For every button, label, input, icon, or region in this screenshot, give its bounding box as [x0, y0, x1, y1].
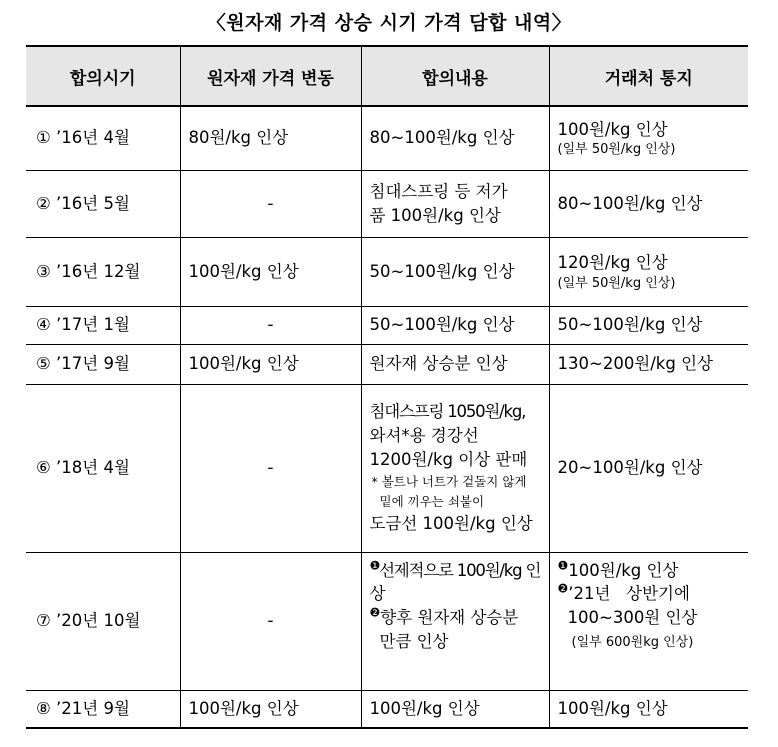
table-row [26, 170, 748, 237]
cell-change: 100원/kg 인상 [180, 237, 361, 306]
cell-change: 80원/kg 인상 [180, 106, 361, 170]
bullet-one-icon: ❶ [369, 558, 380, 572]
cell-content [361, 384, 549, 552]
cell-period: ⑦ ’20년 10월 [26, 552, 180, 690]
cell-change: 100원/kg 인상 [180, 344, 361, 384]
header-row [26, 46, 748, 106]
content-line: 와셔*용 경강선 [369, 426, 479, 446]
cell-notice: 130~200원/kg 인상 [549, 344, 748, 384]
content-line: 도금선 100원/kg 인상 [369, 513, 533, 533]
cell-content: 100원/kg 인상 [361, 690, 549, 728]
cell-notice [549, 552, 748, 690]
bullet-one-icon: ❶ [557, 558, 569, 572]
document-title: 〈원자재 가격 상승 시기 가격 담합 내역〉 [206, 12, 572, 34]
cell-notice [549, 237, 748, 306]
bullet-line [370, 559, 545, 607]
bullet-text: 향후 원자재 상승분 [380, 608, 519, 628]
cell-content: 원자재 상승분 인상 [361, 344, 549, 384]
cell-change: - [180, 384, 361, 552]
cell-period: ⑧ ’21년 9월 [26, 690, 180, 728]
bullet-text: ’21년 상반기에 [568, 584, 690, 604]
content-line: 침대스프링 1050원/kg, [369, 402, 526, 422]
bullet-continuation: 100~300원 인상 [567, 608, 698, 628]
header-notice: 거래처 통지 [549, 46, 748, 106]
cell-period: ⑤ ’17년 9월 [26, 344, 180, 384]
table-row [26, 344, 748, 384]
cell-content [361, 552, 549, 690]
table-row [26, 237, 748, 306]
cell-notice: 80~100원/kg 인상 [549, 170, 748, 237]
cell-content: 50~100원/kg 인상 [361, 306, 549, 344]
footnote-line: * 볼트나 너트가 겉돌지 않게 [371, 473, 527, 489]
bullet-line [558, 559, 745, 583]
notice-line: 100원/kg 인상 [557, 119, 668, 139]
notice-sub: (일부 50원/kg 인상) [557, 142, 676, 158]
cell-period: ⑥ ’18년 4월 [26, 384, 180, 552]
content-line: 1200원/kg 이상 판매 [369, 450, 528, 469]
bullet-text: 선제적으로 100원/kg 인상 [369, 560, 541, 604]
table-row [26, 384, 748, 552]
cell-content: 50~100원/kg 인상 [361, 237, 549, 306]
bullet-continuation: 만큼 인상 [379, 632, 449, 652]
header-period: 합의시기 [26, 46, 180, 106]
price-collusion-table [26, 45, 748, 729]
cell-period: ④ ’17년 1월 [26, 306, 180, 344]
bullet-line [558, 582, 745, 606]
notice-sub: (일부 50원/kg 인상) [557, 275, 676, 291]
table-row [26, 306, 748, 344]
footnote-line: 밑에 끼우는 쇠붙이 [379, 493, 485, 509]
cell-period: ② ’16년 5월 [26, 170, 180, 237]
header-material-change: 원자재 가격 변동 [180, 46, 361, 106]
bullet-text: 100원/kg 인상 [568, 560, 679, 580]
cell-notice: 20~100원/kg 인상 [549, 384, 748, 552]
cell-change: - [180, 552, 361, 690]
table-row [26, 552, 748, 690]
content-line: 품 100원/kg 인상 [369, 205, 501, 225]
cell-notice: 50~100원/kg 인상 [549, 306, 748, 344]
table-row [26, 690, 748, 728]
cell-change: 100원/kg 인상 [180, 690, 361, 728]
content-line: 침대스프링 등 저가 [369, 181, 508, 201]
cell-change: - [180, 306, 361, 344]
table-row [26, 106, 748, 170]
header-agreement: 합의내용 [361, 46, 549, 106]
notice-line: 120원/kg 인상 [557, 252, 668, 272]
cell-change: - [180, 170, 361, 237]
cell-content [361, 170, 549, 237]
bullet-two-icon: ❷ [369, 605, 381, 620]
bullet-two-icon: ❷ [557, 581, 569, 596]
cell-period: ③ ’16년 12월 [26, 237, 180, 306]
cell-notice: 100원/kg 인상 [549, 690, 748, 728]
bullet-line [370, 606, 545, 630]
cell-period: ① ’16년 4월 [26, 106, 180, 170]
cell-content: 80~100원/kg 인상 [361, 106, 549, 170]
notice-sub: (일부 600원kg 인상) [571, 635, 694, 651]
cell-notice [549, 106, 748, 170]
